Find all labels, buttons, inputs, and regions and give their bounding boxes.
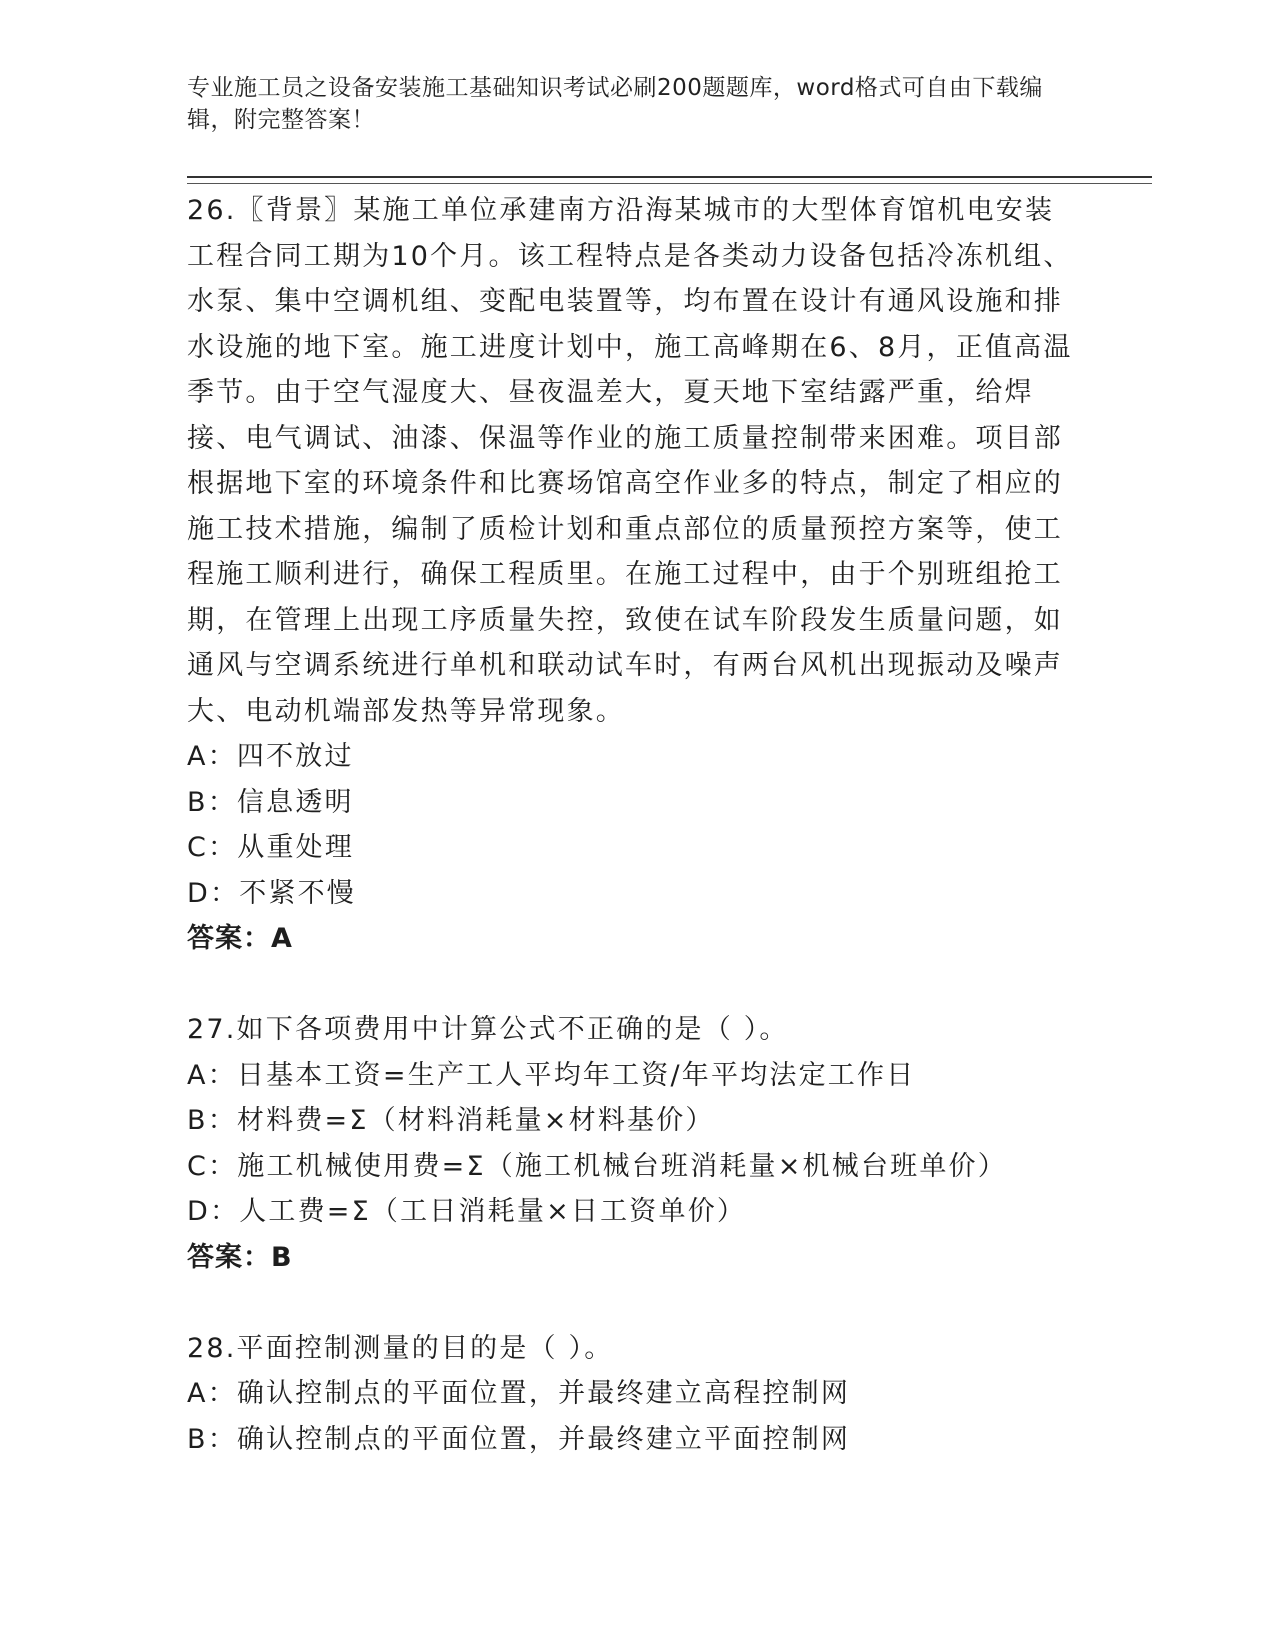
- header-divider-thin: [187, 183, 1152, 184]
- answer-label: 答案：B: [187, 1241, 293, 1273]
- question-spacer: [187, 962, 1077, 1008]
- question-stem: 28.平面控制测量的目的是（ ）。: [187, 1332, 614, 1364]
- question-27: [187, 1007, 1077, 1280]
- option-a: A：日基本工资=生产工人平均年工资/年平均法定工作日: [187, 1059, 916, 1091]
- question-list: [187, 188, 1077, 1462]
- option-d: D：人工费=Σ（工日消耗量×日工资单价）: [187, 1196, 747, 1227]
- document-header: 专业施工员之设备安装施工基础知识考试必刷200题题库，word格式可自由下载编辑，附完整答案！: [187, 75, 1043, 133]
- option-c: C：从重处理: [187, 832, 355, 863]
- question-spacer: [187, 1280, 1077, 1326]
- question-28: [187, 1326, 1077, 1463]
- question-stem: 26.〖背景〗某施工单位承建南方沿海某城市的大型体育馆机电安装工程合同工期为10个月。该工程特点是各类动力设备包括冷冻机组、水泵、集中空调机组、变配电装置等，均布置在设计有通风设施和排水设施的地下室。施工进度计划中，施工高峰期在6、8月，正值高温季节。由于空气湿度大、昼夜温差大，夏天地下室结露严重，给焊接、电气调试、油漆、保温等作业的施工质量控制带来困难。项目部根据地下室的环境条件和比赛场馆高空作业多的特点，制定了相应的施工技术措施，编制了质检计划和重点部位的质量预控方案等，使工程施工顺利进行，确保工程质里。在施工过程中，由于个别班组抢工期，在管理上出现工序质量失控，致使在试车阶段发生质量问题，如通风与空调系统进行单机和联动试车时，有两台风机出现振动及噪声大、电动机端部发热等异常现象。: [187, 195, 1073, 727]
- option-d: D：不紧不慢: [187, 877, 356, 909]
- option-b: B：信息透明: [187, 786, 354, 818]
- option-c: C：施工机械使用费=Σ（施工机械台班消耗量×机械台班单价）: [187, 1150, 1007, 1182]
- option-b: B：材料费=Σ（材料消耗量×材料基价）: [187, 1105, 715, 1136]
- option-a: A：四不放过: [187, 741, 354, 772]
- answer-label: 答案：A: [187, 923, 293, 954]
- option-b: B：确认控制点的平面位置，并最终建立平面控制网: [187, 1423, 851, 1455]
- option-a: A：确认控制点的平面位置，并最终建立高程控制网: [187, 1378, 851, 1409]
- header-divider: [187, 176, 1152, 178]
- question-stem: 27.如下各项费用中计算公式不正确的是（ ）。: [187, 1014, 789, 1045]
- question-26: [187, 188, 1077, 962]
